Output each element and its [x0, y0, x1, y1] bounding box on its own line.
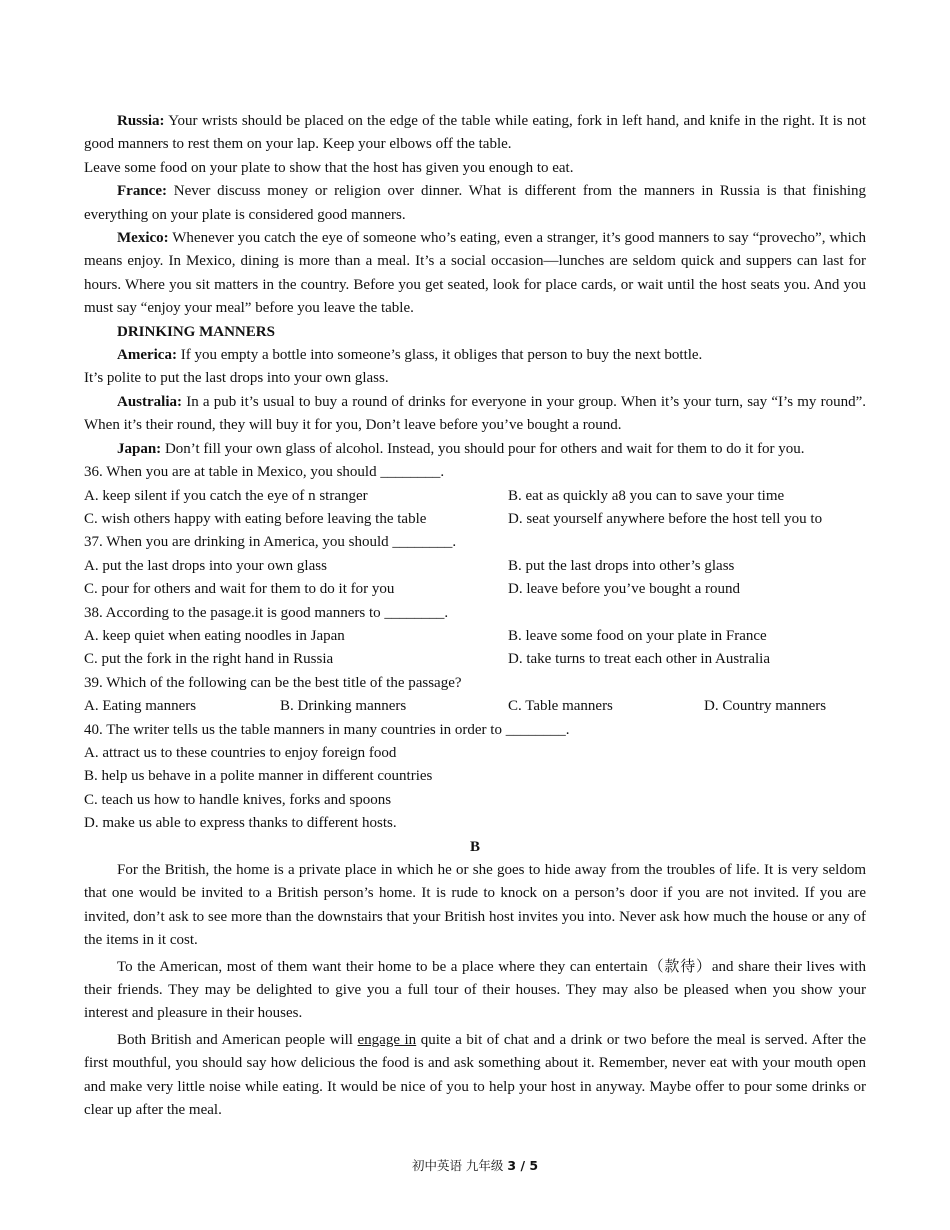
question-39-option-c: C. Table manners [508, 698, 613, 715]
question-37-stem: 37. When you are drinking in America, you should ________. [84, 534, 457, 551]
question-38-option-a: A. keep quiet when eating noodles in Japan [84, 627, 345, 644]
section-b-paragraph-1: For the British, the home is a private place in which he or she goes to hide away from the troubles of life. It is very seldom that one would be invited to a British person’s home. It is rude to knock on a person’s door if you are not invited. If you are invited, don’t ask to see more than the downstairs that your British host invites you into. Never ask how much the house or any of the items in it cost. [84, 862, 866, 949]
question-36-option-b: B. eat as quickly a8 you can to save your time [508, 487, 785, 504]
drinking-manners-heading: DRINKING MANNERS [117, 323, 275, 340]
question-36-option-a: A. keep silent if you catch the eye of n stranger [84, 487, 368, 504]
japan-text: Don’t fill your own glass of alcohol. Instead, you should pour for others and wait for them to do it for you. [161, 440, 805, 457]
paragraph-japan [84, 438, 866, 461]
section-b-heading: B [469, 838, 480, 855]
paragraph-australia [84, 391, 866, 438]
paragraph-america [84, 344, 866, 367]
country-label-france: France: [117, 183, 167, 200]
country-label-america: America: [117, 347, 177, 364]
question-36-stem: 36. When you are at table in Mexico, you should ________. [84, 464, 445, 481]
question-38-options-row-2 [84, 648, 866, 671]
question-40-option-b: B. help us behave in a polite manner in different countries [84, 768, 433, 785]
mexico-text: Whenever you catch the eye of someone who’s eating, even a stranger, it’s good manners to say “provecho”, which means enjoy. In Mexico, dining is more than a meal. It’s a social occasion—lunches are seldom quick and suppers can last for hours. Where you sit matters in the country. Before you get seated, look for place cards, or wait until the host seats you. And you must say “enjoy your meal” before you leave the table. [84, 230, 866, 317]
country-label-japan: Japan: [117, 440, 162, 457]
country-label-australia: Australia: [117, 393, 182, 410]
question-38-option-b: B. leave some food on your plate in France [508, 627, 767, 644]
country-label-russia: Russia: [117, 113, 165, 129]
document-body [84, 110, 866, 1122]
underlined-phrase-engage-in: engage in [357, 1031, 417, 1048]
russia-text: Your wrists should be placed on the edge of the table while eating, fork in left hand, and knife in the right. It is not good manners to rest them on your lap. Keep your elbows off the table. [84, 113, 866, 153]
country-label-mexico: Mexico: [117, 230, 169, 247]
section-b-paragraph-2: To the American, most of them want their home to be a place where they can entertain（款待）and share their lives with their friends. They may be delighted to give you a full tour of their houses. They may also be pleased when you show your interest and pleasure in their houses. [84, 958, 866, 1022]
paragraph-france [84, 180, 866, 227]
paragraph-russia-continued: Leave some food on your plate to show that the host has given you enough to eat. [84, 159, 574, 176]
section-b-paragraph-3 [84, 1029, 866, 1123]
question-40-option-c: C. teach us how to handle knives, forks and spoons [84, 791, 392, 808]
question-38-options-row-1 [84, 625, 866, 648]
section-b-p3-before: Both British and American people will [117, 1031, 358, 1048]
question-39-option-a: A. Eating manners [84, 698, 197, 715]
question-37-option-c: C. pour for others and wait for them to do it for you [84, 581, 395, 598]
question-40-option-a: A. attract us to these countries to enjoy foreign food [84, 744, 397, 761]
footer-label: 初中英语 九年级 [411, 1158, 508, 1173]
paragraph-russia [84, 110, 866, 157]
question-38-option-c: C. put the fork in the right hand in Russia [84, 651, 334, 668]
paragraph-america-continued: It’s polite to put the last drops into your own glass. [84, 370, 389, 387]
france-text: Never discuss money or religion over dinner. What is different from the manners in Russia is that finishing everything on your plate is considered good manners. [84, 183, 866, 223]
question-39-option-d: D. Country manners [704, 698, 827, 715]
question-36-option-c: C. wish others happy with eating before leaving the table [84, 510, 427, 527]
question-38-option-d: D. take turns to treat each other in Australia [508, 651, 770, 668]
question-37-option-b: B. put the last drops into other’s glass [508, 557, 735, 574]
question-36-option-d: D. seat yourself anywhere before the host tell you to [508, 510, 823, 527]
question-40-stem: 40. The writer tells us the table manners in many countries in order to ________. [84, 721, 570, 738]
question-36-options-row-1 [84, 485, 866, 508]
section-b-p3-after: quite a bit of chat and a drink or two before the meal is served. After the first mouthful, you should say how delicious the food is and ask something about it. Remember, never eat with your mouth open and make very little noise while eating. It would be nice of you to help your host in anyway. Maybe offer to pour some drinks or clear up after the meal. [84, 1031, 867, 1119]
question-39-option-b: B. Drinking manners [280, 698, 407, 715]
australia-text: In a pub it’s usual to buy a round of drinks for everyone in your group. When it’s your turn, say “I’s my round”. When it’s their round, they will buy it for you, Don’t leave before you’ve bought a round. [84, 393, 866, 434]
question-38-stem: 38. According to the pasage.it is good manners to ________. [84, 604, 449, 621]
question-37-option-a: A. put the last drops into your own glass [84, 557, 327, 574]
question-37-options-row-2 [84, 578, 866, 601]
page-footer [0, 1156, 950, 1174]
question-37-options-row-1 [84, 555, 866, 578]
question-37-option-d: D. leave before you’ve bought a round [508, 581, 741, 598]
question-39-options-row [84, 695, 866, 718]
question-36-options-row-2 [84, 508, 866, 531]
question-40-option-d: D. make us able to express thanks to different hosts. [84, 815, 397, 832]
america-text: If you empty a bottle into someone’s glass, it obliges that person to buy the next bottle. [176, 347, 703, 364]
paragraph-mexico [84, 227, 866, 321]
page-number: 3 / 5 [507, 1158, 539, 1173]
question-39-stem: 39. Which of the following can be the best title of the passage? [84, 674, 462, 691]
